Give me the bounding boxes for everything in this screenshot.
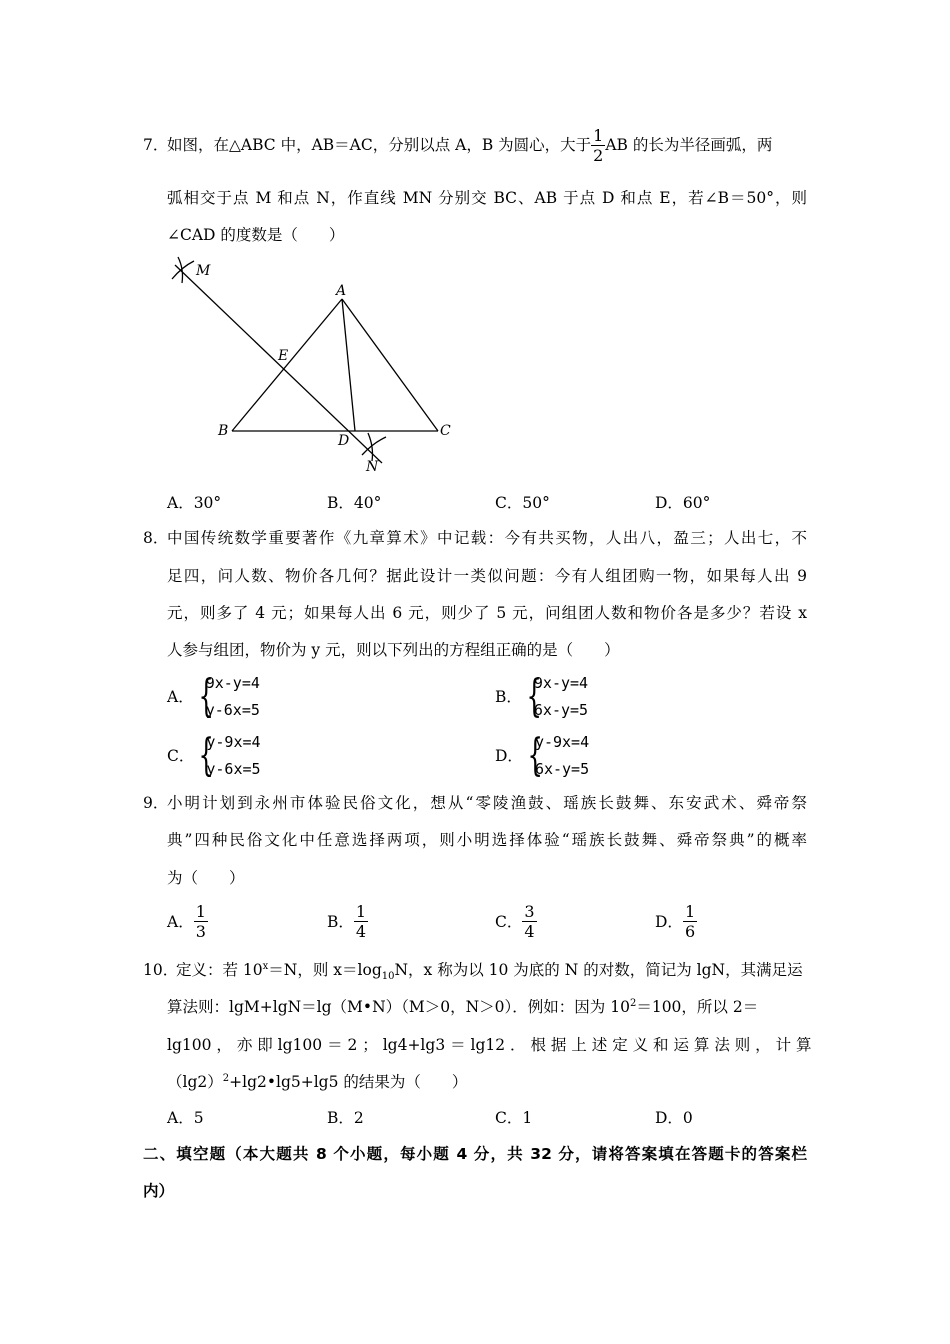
line-mn [175, 265, 382, 463]
q8-line2: 足四，问人数、物价各几何？据此设计一类似问题：今有人组团购一物，如果每人出 9 [167, 567, 807, 585]
q7-option-c: C．50° [495, 494, 550, 512]
section-2-heading-line1: 二、填空题（本大题共 8 个小题，每小题 4 分，共 32 分，请将答案填在答题卡的答案栏 [143, 1145, 807, 1163]
label-a: A [336, 283, 347, 299]
q8-line1: 中国传统数学重要著作《九章算术》中记载：今有共买物，人出八，盈三；人出七，不 [167, 529, 807, 547]
section-2-heading-line2: 内） [143, 1182, 175, 1200]
q9-option-c: C． $\frac{3}{4}$ [495, 902, 535, 941]
q7-option-b: B．40° [327, 494, 382, 512]
q10-line3: lg100 ， 亦 即 lg100 ＝ 2 ； lg4+lg3 ＝ lg12 ． 根 据 上 述 定 义 和 运 算 法 则 ， 计 算 [167, 1036, 812, 1054]
arc-n1 [362, 437, 386, 455]
side-ac [342, 299, 438, 431]
q9-line2: 典”四种民俗文化中任意选择两项，则小明选择体验“瑶族长鼓舞、舜帝祭典”的概率 [167, 831, 807, 849]
q8-option-d: D． { y-9x=4 6x-y=5 [495, 730, 590, 781]
q10-option-b: B．2 [327, 1109, 364, 1127]
q8-number: 8． [143, 529, 169, 547]
q10-option-c: C．1 [495, 1109, 533, 1127]
label-c: C [440, 423, 451, 439]
label-m: M [196, 263, 211, 279]
q7-figure [160, 255, 460, 480]
q8-option-a: A． { 9x-y=4 y-6x=5 [167, 671, 260, 722]
segment-ad [342, 299, 355, 431]
q7-line2: 弧相交于点 M 和点 N，作直线 MN 分别交 BC、AB 于点 D 和点 E，若∠B＝50°，则 [167, 189, 807, 207]
label-n: N [366, 459, 379, 475]
q8-line3: 元，则多了 4 元；如果每人出 6 元，则少了 5 元，问组团人数和物价各是多少？若设 x [167, 604, 807, 622]
q7-line3: ∠CAD 的度数是（ ） [167, 226, 345, 244]
q7-option-a: A．30° [167, 494, 222, 512]
q10-option-d: D．0 [655, 1109, 693, 1127]
q10-number: 10． [143, 961, 179, 979]
q7-fraction: $\frac{1}{2}$ [593, 126, 604, 165]
q9-line1: 小明计划到永州市体验民俗文化，想从“零陵渔鼓、瑶族长鼓舞、东安武术、舜帝祭 [167, 794, 807, 812]
q8-option-c: C． { y-9x=4 y-6x=5 [167, 730, 261, 781]
q10-line1: 定义：若 $10^x=N$，则 $x=\log_{10}N$，x 称为以 10 为底的 N 的对数，简记为 lgN，其满足运 [176, 960, 803, 983]
q10-line2: 算法则：lgM+lgN＝lg（M•N）（M＞0，N＞0）．例如：因为 $10^2=100$，所以 2＝ [167, 997, 759, 1016]
label-d: D [338, 433, 350, 449]
q9-number: 9． [143, 794, 169, 812]
label-e: E [278, 348, 289, 364]
q9-option-b: B． $\frac{1}{4}$ [327, 902, 367, 941]
q10-line4: $(\lg 2)^2+\lg 2•\lg 5+\lg 5$ 的结果为（ ） [167, 1072, 468, 1091]
q10-option-a: A．5 [167, 1109, 204, 1127]
q9-option-a: A． $\frac{1}{3}$ [167, 902, 206, 941]
q7-number: 7． [143, 136, 169, 154]
q9-option-d: D． $\frac{1}{6}$ [655, 902, 696, 941]
q7-line1: 如图，在△ABC 中，AB＝AC，分别以点 A，B 为圆心，大于 $\frac{1}{2}$ AB 的长为半径画弧，两 [167, 126, 773, 165]
q8-line4: 人参与组团，物价为 y 元，则以下列出的方程组正确的是（ ） [167, 641, 620, 659]
side-ab [232, 299, 342, 431]
q9-line3: 为（ ） [167, 869, 245, 887]
q7-option-d: D．60° [655, 494, 711, 512]
label-b: B [218, 423, 229, 439]
q8-option-b: B． { 9x-y=4 6x-y=5 [495, 671, 589, 722]
